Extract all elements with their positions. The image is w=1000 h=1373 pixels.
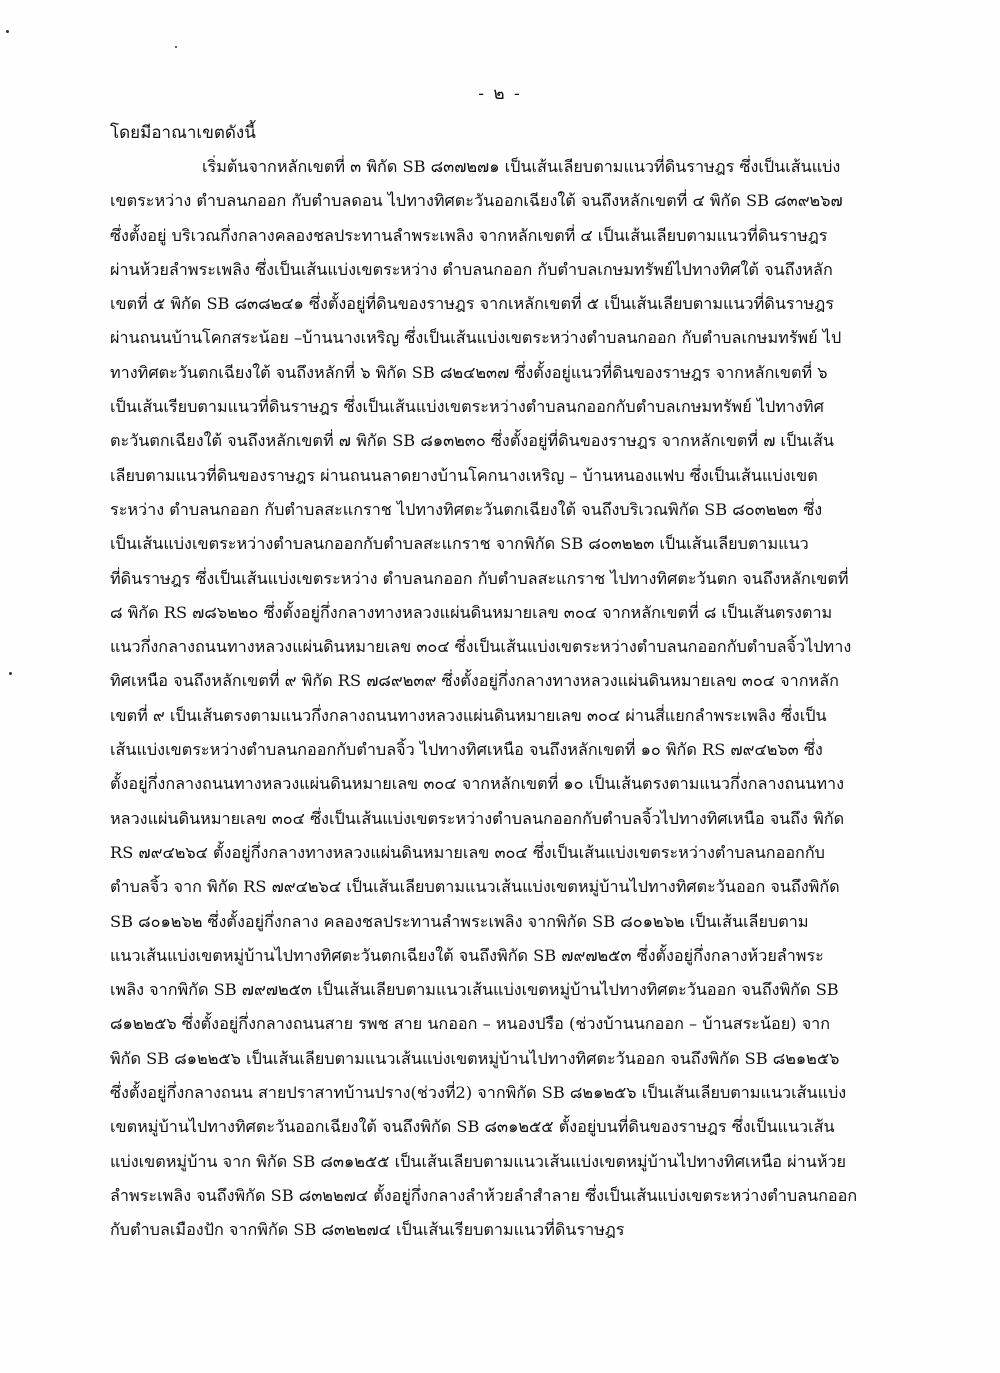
text-line: RS ๗๙๔๒๖๔ ตั้งอยู่กึ่งกลางทางหลวงแผ่นดินหมายเลข ๓๐๔ ซึ่งเป็นเส้นแบ่งเขตระหว่างตำบลนกออกกับ <box>110 842 825 862</box>
text-line: ตำบลจิ้ว จาก พิกัด RS ๗๙๔๒๖๔ เป็นเส้นเลียบตามแนวเส้นแบ่งเขตหมู่บ้านไปทางทิศตะวันออก จนถึงพิกัด <box>110 877 840 897</box>
text-line: เขตระหว่าง ตำบลนกออก กับตำบลดอน ไปทางทิศตะวันออกเฉียงใต้ จนถึงหลักเขตที่ ๔ พิกัด SB ๘๓๙๒๖๗ <box>110 191 843 211</box>
text-line: แบ่งเขตหมู่บ้าน จาก พิกัด SB ๘๓๑๒๕๕ เป็นเส้นเลียบตามแนวเส้นแบ่งเขตหมู่บ้านไปทางทิศเหนือ ผ่านห้วย <box>110 1151 847 1171</box>
text-line: เส้นแบ่งเขตระหว่างตำบลนกออกกับตำบลจิ้ว ไปทางทิศเหนือ จนถึงหลักเขตที่ ๑๐ พิกัด RS ๗๙๔๒๖๓ ซึ่ง <box>110 740 823 760</box>
boundary-description <box>110 150 890 1248</box>
scan-speck <box>175 46 177 48</box>
text-line: เลียบตามแนวที่ดินของราษฎร ผ่านถนนลาดยางบ้านโคกนางเหริญ – บ้านหนองแฟบ ซึ่งเป็นเส้นแบ่งเขต <box>110 465 818 485</box>
text-line: ทิศเหนือ จนถึงหลักเขตที่ ๙ พิกัด RS ๗๘๙๒๓๙ ซึ่งตั้งอยู่กึ่งกลางทางหลวงแผ่นดินหมายเลข ๓๐๔ จากหลัก <box>110 671 839 691</box>
text-line: ๘๑๒๒๕๖ ซึ่งตั้งอยู่กึ่งกลางถนนสาย รพช สาย นกออก – หนองปรือ (ช่วงบ้านนกออก – บ้านสระน้อย) จาก <box>110 1014 831 1034</box>
text-line: เขตที่ ๙ เป็นเส้นตรงตามแนวกึ่งกลางถนนทางหลวงแผ่นดินหมายเลข ๓๐๔ ผ่านสี่แยกลำพระเพลิง ซึ่งเป็น <box>110 705 827 725</box>
text-line: ตั้งอยู่กึ่งกลางถนนทางหลวงแผ่นดินหมายเลข ๓๐๔ จากหลักเขตที่ ๑๐ เป็นเส้นตรงตามแนวกึ่งกลางถนนทาง <box>110 774 845 794</box>
text-line: ที่ดินราษฎร ซึ่งเป็นเส้นแบ่งเขตระหว่าง ตำบลนกออก กับตำบลสะแกราช ไปทางทิศตะวันตก จนถึงหลักเขตที่ <box>110 568 849 588</box>
text-line: ซึ่งตั้งอยู่ บริเวณกึ่งกลางคลองชลประทานลำพระเพลิง จากหลักเขตที่ ๔ เป็นเส้นเลียบตามแนวที่ดินราษฎร <box>110 225 828 245</box>
text-line: ระหว่าง ตำบลนกออก กับตำบลสะแกราช ไปทางทิศตะวันตกเฉียงใต้ จนถึงบริเวณพิกัด SB ๘๐๓๒๒๓ ซึ่ง <box>110 499 823 519</box>
scan-speck <box>6 30 9 33</box>
text-line: เริ่มต้นจากหลักเขตที่ ๓ พิกัด SB ๘๓๗๒๗๑ เป็นเส้นเลียบตามแนวที่ดินราษฎร ซึ่งเป็นเส้นแบ่ง <box>202 157 841 176</box>
text-line: แนวกึ่งกลางถนนทางหลวงแผ่นดินหมายเลข ๓๐๔ ซึ่งเป็นเส้นแบ่งเขตระหว่างตำบลนกออกกับตำบลจิ้วไปทาง <box>110 637 852 657</box>
intro-heading: โดยมีอาณาเขตดังนี้ <box>110 123 256 143</box>
text-line: เป็นเส้นแบ่งเขตระหว่างตำบลนกออกกับตำบลสะแกราช จากพิกัด SB ๘๐๓๒๒๓ เป็นเส้นเลียบตามแนว <box>110 534 809 554</box>
text-line: SB ๘๐๑๒๖๒ ซึ่งตั้งอยู่กึ่งกลาง คลองชลประทานลำพระเพลิง จากพิกัด SB ๘๐๑๒๖๒ เป็นเส้นเลียบตาม <box>110 911 809 931</box>
text-line: ๘ พิกัด RS ๗๘๖๒๒๐ ซึ่งตั้งอยู่กึ่งกลางทางหลวงแผ่นดินหมายเลข ๓๐๔ จากหลักเขตที่ ๘ เป็นเส้นตรงตาม <box>110 602 833 622</box>
text-line: ผ่านถนนบ้านโคกสระน้อย –บ้านนางเหริญ ซึ่งเป็นเส้นแบ่งเขตระหว่างตำบลนกออก กับตำบลเกษมทรัพย์ ไป <box>110 328 842 348</box>
text-line: เพลิง จากพิกัด SB ๗๙๗๒๕๓ เป็นเส้นเลียบตามแนวเส้นแบ่งเขตหมู่บ้านไปทางทิศตะวันออก จนถึงพิกัด SB <box>110 980 839 1000</box>
text-line: ทางทิศตะวันตกเฉียงใต้ จนถึงหลักที่ ๖ พิกัด SB ๘๒๔๒๓๗ ซึ่งตั้งอยู่แนวที่ดินของราษฎร จากหลักเขตที่ ๖ <box>110 362 828 382</box>
text-line: หลวงแผ่นดินหมายเลข ๓๐๔ ซึ่งเป็นเส้นแบ่งเขตระหว่างตำบลนกออกกับตำบลจิ้วไปทางทิศเหนือ จนถึง พิกัด <box>110 808 845 828</box>
text-line: เขตที่ ๕ พิกัด SB ๘๓๘๒๔๑ ซึ่งตั้งอยู่ที่ดินของราษฎร จากเหลักเขตที่ ๕ เป็นเส้นเลียบตามแนวที่ดินราษฎร <box>110 294 834 314</box>
text-line: ซึ่งตั้งอยู่กึ่งกลางถนน สายปราสาทบ้านปราง(ช่วงที่2) จากพิกัด SB ๘๒๑๒๕๖ เป็นเส้นเลียบตามแนวเส้นแบ่ง <box>110 1083 847 1103</box>
text-line: พิกัด SB ๘๑๒๒๕๖ เป็นเส้นเลียบตามแนวเส้นแบ่งเขตหมู่บ้านไปทางทิศตะวันออก จนถึงพิกัด SB ๘๒๑๒๕๖ <box>110 1048 840 1068</box>
text-line: เป็นเส้นเรียบตามแนวที่ดินราษฎร ซึ่งเป็นเส้นแบ่งเขตระหว่างตำบลนกออกกับตำบลเกษมทรัพย์ ไปทางทิศ <box>110 397 824 417</box>
text-line: ลำพระเพลิง จนถึงพิกัด SB ๘๓๒๒๗๔ ตั้งอยู่กึ่งกลางลำห้วยลำสำลาย ซึ่งเป็นเส้นแบ่งเขตระหว่างตำบลนกออก <box>110 1185 858 1205</box>
text-line: ผ่านห้วยลำพระเพลิง ซึ่งเป็นเส้นแบ่งเขตระหว่าง ตำบลนกออก กับตำบลเกษมทรัพย์ไปทางทิศใต้ จนถึงหลัก <box>110 259 833 279</box>
text-line: กับตำบลเมืองปัก จากพิกัด SB ๘๓๒๒๗๔ เป็นเส้นเรียบตามแนวที่ดินราษฎร <box>110 1220 625 1240</box>
text-line: เขตหมู่บ้านไปทางทิศตะวันออกเฉียงใต้ จนถึงพิกัด SB ๘๓๑๒๕๕ ตั้งอยู่บนที่ดินของราษฎร ซึ่งเป็นแนวเส้น <box>110 1117 835 1137</box>
text-line: แนวเส้นแบ่งเขตหมู่บ้านไปทางทิศตะวันตกเฉียงใต้ จนถึงพิกัด SB ๗๙๗๒๕๓ ซึ่งตั้งอยู่กึ่งกลางห้วยลำพระ <box>110 945 824 965</box>
text-line: ตะวันตกเฉียงใต้ จนถึงหลักเขตที่ ๗ พิกัด SB ๘๑๓๒๓๐ ซึ่งตั้งอยู่ที่ดินของราษฎร จากหลักเขตที่ ๗ เป็นเส้น <box>110 431 834 451</box>
page-number: - ๒ - <box>478 84 522 104</box>
scan-speck <box>9 672 12 675</box>
